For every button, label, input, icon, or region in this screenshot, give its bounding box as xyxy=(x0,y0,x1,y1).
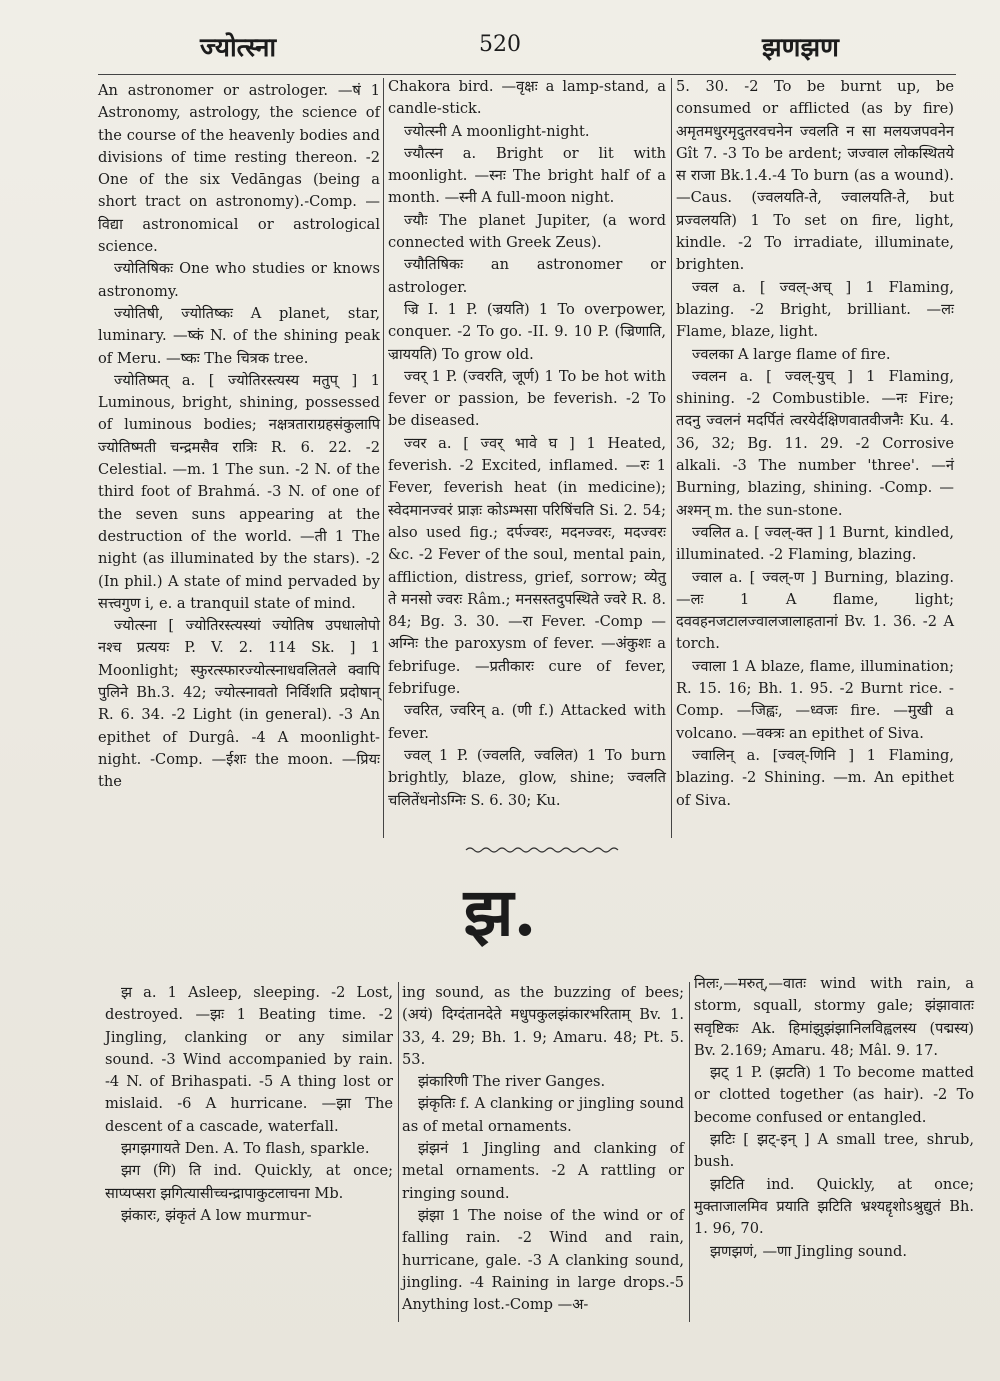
entry-jvaalin: ज्वालिन् a. [ज्वल्-णिनि ] 1 Flaming, blazing. -2 Shining. —m. An epithet of Siva. xyxy=(676,746,954,809)
section-letter-heading: झ. xyxy=(463,873,537,951)
entry-jhankara-cont: ing sound, as the buzzing of bees; (अयं) दिग्दंतानदेते मधुपकुलझंकारभरिताम् Bv. 1. 33, 4. 29; Bh. 1. 9; Amaru. 48; Pt. 5. 53. xyxy=(402,984,684,1068)
entry-jvaala: ज्वाल a. [ ज्वल्-ण ] Burning, blazing. —लः 1 A flame, light; दववहनजटालज्वालजालाहतानां Bv. 1. 36. -2 A torch. xyxy=(676,568,954,653)
entry-jhankara: झंकारः, झंकृतं A low murmur- xyxy=(121,1206,312,1224)
entry-jval-cont: 5. 30. -2 To be burnt up, be consumed or afflicted (as by fire) अमृतमधुरमृदुतरवचनेन ज्वलति न सा मलयजपवनेन Gît 7. -3 To be ardent; जज्वाल लोकस्थितये स राजा Bk.1.4.-4 To burn (as a wound). —Caus. (ज्वलयति-ते, ज्वालयति-ते, but प्रज्वलयति) 1 To set on fire, light, kindle. -2 To irradiate, illuminate, brighten. xyxy=(676,78,954,274)
entry-jhankarini: झंकारिणी The river Ganges. xyxy=(418,1073,606,1091)
entry-jyotishmat: ज्योतिष्मत् a. [ ज्योतिरस्त्यस्य मतुप् ] 1 Luminous, bright, shining, possessed of luminous bodies; नक्षत्रताराग्रहसंकुलापि ज्योतिष्मती चन्द्रमसैव रात्रिः R. 6. 22. -2 Celestial. —m. 1 The sun. -2 N. of the third foot of Brahmá. -3 N. of one of the seven suns appearing at the destruction of the world. —ती 1 The night (as illuminated by the stars). -2 (In phil.) A state of mind pervaded by सत्त्वगुण i, e. a tranquil state of mind. xyxy=(98,371,380,612)
column-1 xyxy=(98,80,380,835)
column-6 xyxy=(694,973,974,1313)
entry-jyautsna: ज्यौत्स्न a. Bright or lit with moonlight. —स्नः The bright half of a month. —स्नी A full-moon night. xyxy=(388,144,666,207)
header-left-guide-word: ज्योत्स्ना xyxy=(200,33,277,63)
wavy-separator xyxy=(466,845,618,855)
column-rule-4 xyxy=(689,982,690,1322)
column-2 xyxy=(388,76,666,809)
entry-jyotsni: ज्योत्स्नी A moonlight-night. xyxy=(404,122,590,140)
entry-jhagajhagaayate: झगझगायते Den. A. To flash, sparkle. xyxy=(121,1140,370,1158)
entry-jhanjhana: झंझनं 1 Jingling and clanking of metal ornaments. -2 A rattling or ringing sound. xyxy=(402,1140,684,1202)
entry-jhagiti: झग (गि) ति ind. Quickly, at once; साप्यप्सरा झगित्यासीच्चन्द्रापाकुटलाचना Mb. xyxy=(105,1162,393,1202)
entry-jyotsna-cont: Chakora bird. —वृक्षः a lamp-stand, a candle-stick. xyxy=(388,78,666,118)
entry-jhat: झट् 1 P. (झटति) 1 To become matted or clotted together (as hair). -2 To become confused or entangled. xyxy=(694,1064,974,1126)
entry-jvalaka: ज्वलका A large flame of fire. xyxy=(692,345,891,363)
column-rule-2 xyxy=(671,78,672,838)
column-rule-3 xyxy=(398,982,399,1322)
entry-jvalana: ज्वलन a. [ ज्वल्-युच् ] 1 Flaming, shining. -2 Combustible. —नः Fire; तदनु ज्वलनं मदर्पितं त्वरयेर्दक्षिणवातवीजनैः Ku. 4. 36, 32; Bg. 11. 29. -2 Corrosive alkali. -3 The number 'three'. —नं Burning, blazing, shining. -Comp. —अश्मन् m. the sun-stone. xyxy=(676,367,954,519)
entry-jval: ज्वल् 1 P. (ज्वलति, ज्वलित) 1 To burn brightly, blaze, glow, shine; ज्वलति चलितेंधनोऽग्निः S. 6. 30; Ku. xyxy=(388,746,666,809)
header-right-guide-word: झणझण xyxy=(762,33,839,63)
entry-jhati: झटिः [ झट्-इन् ] A small tree, shrub, bush. xyxy=(694,1131,974,1171)
entry-jhatiti: झटिति ind. Quickly, at once; मुक्ताजालमिव प्रयाति झटिति भ्रश्यद्दृशोऽश्रुद्युतं Bh. 1. 96, 70. xyxy=(694,1175,974,1238)
entry-jvarita: ज्वरित, ज्वरिन् a. (णी f.) Attacked with fever. xyxy=(388,702,666,742)
column-4 xyxy=(105,982,393,1322)
entry-jvaalaa: ज्वाला 1 A blaze, flame, illumination; R. 15. 16; Bh. 1. 95. -2 Burnt rice. -Comp. —जिह्वः, —ध्वजः fire. —मुखी a volcano. —वक्त्रः an epithet of Siva. xyxy=(676,657,954,742)
entry-jha: झ a. 1 Asleep, sleeping. -2 Lost, destroyed. —झः 1 Beating time. -2 Jingling, clanking or any similar sound. -3 Wind accompanied by rain. -4 N. of Brihaspati. -5 A thing lost or mislaid. -6 A hurricane. —झा The descent of a cascade, waterfall. xyxy=(105,984,393,1135)
entry-jyotisha-cont: An astronomer or astrologer. —षं 1 Astronomy, astrology, the science of the course of the heavenly bodies and divisions of time resting thereon. -2 One of the six Vedāngas (being a short tract on astronomy).-Comp. —विद्या astronomical or astrological science. xyxy=(98,82,380,256)
entry-jyau: ज्यौः The planet Jupiter, (a word connected with Greek Zeus). xyxy=(388,211,666,252)
entry-jvalita: ज्वलित a. [ ज्वल्-क्त ] 1 Burnt, kindled, illuminated. -2 Flaming, blazing. xyxy=(676,523,954,564)
entry-jvala: ज्वल a. [ ज्वल्-अच् ] 1 Flaming, blazing. -2 Bright, brilliant. —लः Flame, blaze, light. xyxy=(676,278,954,341)
column-rule-1 xyxy=(383,78,384,838)
entry-jvar-verb: ज्वर् 1 P. (ज्वरति, जूर्ण) 1 To be hot with fever or passion, be feverish. -2 To be diseased. xyxy=(388,367,666,430)
entry-jvara: ज्वर a. [ ज्वर् भावे घ ] 1 Heated, feverish. -2 Excited, inflamed. —रः 1 Fever, feverish heat (in medicine); स्वेदमानज्वरं प्राज्ञः कोऽम्भसा परिषिंचति Si. 2. 54; also used fig.; दर्पज्वरः, मदनज्वरः, मदज्वरः &c. -2 Fever of the soul, mental pain, affliction, distress, grief, sorrow; व्येतु ते मनसो ज्वरः Râm.; मनसस्तदुपस्थिते ज्वरे R. 8. 84; Bg. 3. 30. —रा Fever. -Comp —अग्निः the paroxysm of fever. —अंकुशः a febrifuge. —प्रतीकारः cure of fever, febrifuge. xyxy=(388,434,666,698)
column-5 xyxy=(402,982,684,1322)
entry-jhanjha-cont: निलः,—मरुत्,—वातः wind with rain, a storm, squall, stormy gale; झंझावातः सवृष्टिकः Ak. हिमांझुझंझानिलविह्वलस्य (पद्मस्य) Bv. 2.169; Amaru. 48; Mâl. 9. 17. xyxy=(694,975,974,1059)
entry-jyotishika: ज्योतिषिकः One who studies or knows astronomy. xyxy=(98,260,380,300)
entry-jri: ज्रि I. 1 P. (ज्रयति) 1 To overpower, conquer. -2 To go. -II. 9. 10 P. (ज्रिणाति, ज्राययति) To grow old. xyxy=(388,300,666,363)
page-number: 520 xyxy=(479,32,521,57)
entry-jhankriti: झंकृतिः f. A clanking or jingling sound as of metal ornaments. xyxy=(402,1095,684,1135)
entry-jyautishika: ज्यौतिषिकः an astronomer or astrologer. xyxy=(388,256,666,296)
column-3 xyxy=(676,76,954,824)
entry-jhanajhana: झणझणं, —णा Jingling sound. xyxy=(710,1242,908,1260)
header-rule xyxy=(98,74,956,75)
entry-jyotsna: ज्योत्स्ना [ ज्योतिरस्त्यस्यां ज्योतिष उपधालोपो नश्च प्रत्ययः P. V. 2. 114 Sk. ] 1 Moonlight; स्फुरत्स्फारज्योत्स्नाधवलितले क्वापि पुलिने Bh.3. 42; ज्योत्स्नावतो निर्विशति प्रदोषान् R. 6. 34. -2 Light (in general). -3 An epithet of Durgâ. -4 A moonlight-night. -Comp. —ईशः the moon. —प्रियः the xyxy=(98,617,380,791)
entry-jhanjha: झंझा 1 The noise of the wind or of falling rain. -2 Wind and rain, hurricane, gale. -3 A clanking sound, jingling. -4 Raining in large drops.-5 Anything lost.-Comp —अ- xyxy=(402,1206,684,1314)
entry-jyotishi: ज्योतिषी, ज्योतिष्कः A planet, star, luminary. —ष्कं N. of the shining peak of Meru. —ष्कः The चित्रक tree. xyxy=(98,304,380,367)
